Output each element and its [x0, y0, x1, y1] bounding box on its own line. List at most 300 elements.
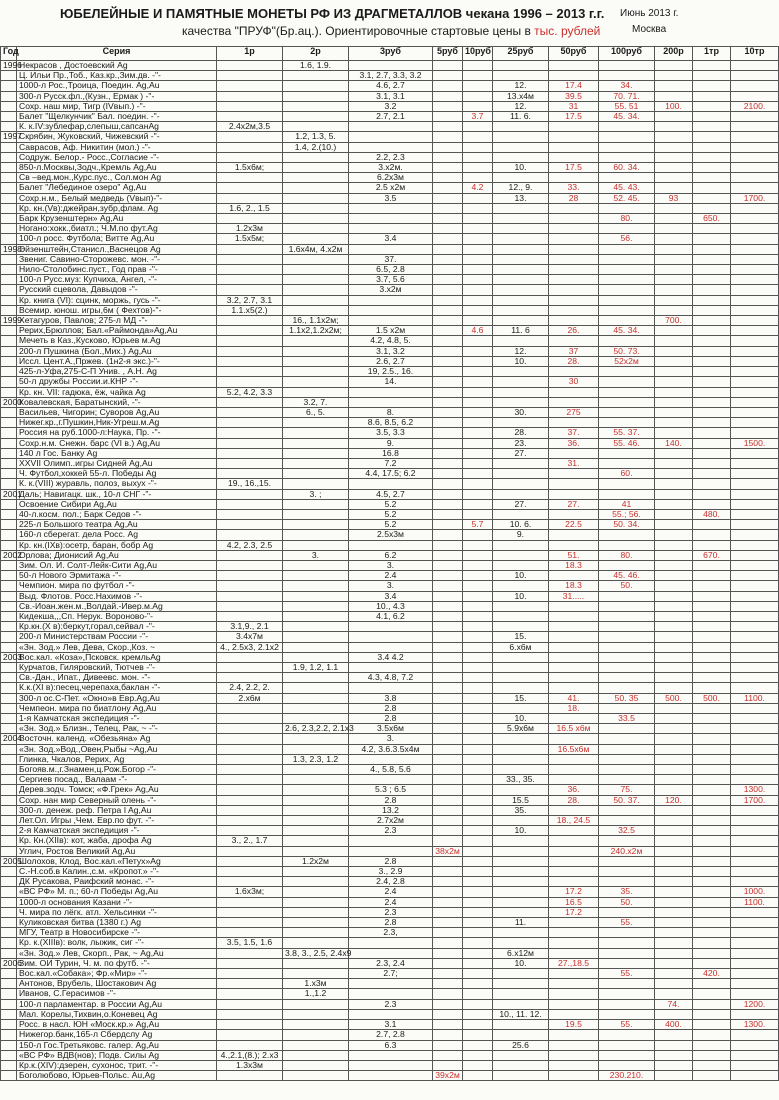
price-10rub [463, 765, 493, 775]
price-1tr [693, 377, 731, 387]
year-cell [1, 254, 17, 264]
price-100rub [599, 132, 655, 142]
price-10rub [463, 163, 493, 173]
price-1tr: 650. [693, 214, 731, 224]
year-cell [1, 683, 17, 693]
price-10rub [463, 356, 493, 366]
price-200r [655, 509, 693, 519]
price-50rub: 31. [549, 458, 599, 468]
price-1r [217, 509, 283, 519]
price-1r: 1.3х3м [217, 1060, 283, 1070]
price-1r [217, 1009, 283, 1019]
price-1tr [693, 367, 731, 377]
price-2r [283, 775, 349, 785]
price-2r [283, 734, 349, 744]
price-50rub [549, 203, 599, 213]
price-10tr [731, 1050, 779, 1060]
year-cell [1, 540, 17, 550]
series-cell: Освоение Сибири Ag,Au [17, 499, 217, 509]
price-50rub: 28 [549, 193, 599, 203]
price-3rub [349, 1050, 433, 1060]
price-10tr [731, 1009, 779, 1019]
price-10rub [463, 683, 493, 693]
price-1r [217, 867, 283, 877]
table-row [1, 540, 779, 550]
price-2r: 3.8, 3., 2.5, 2.4х9 [283, 948, 349, 958]
table-row [1, 356, 779, 366]
table-row [1, 969, 779, 979]
price-200r [655, 285, 693, 295]
series-cell: Богояв.м.,г.Знамен,ц.Рож.Богор -"- [17, 765, 217, 775]
price-25rub: 27. [493, 448, 549, 458]
year-cell [1, 469, 17, 479]
series-cell: «ВС РФ» М. п.; 60-л Победы Ag,Au [17, 887, 217, 897]
price-200r [655, 836, 693, 846]
price-5rub [433, 601, 463, 611]
year-cell [1, 1050, 17, 1060]
price-10rub [463, 601, 493, 611]
price-100rub [599, 489, 655, 499]
series-cell: Ч. Футбол,хоккей 55-л. Победы Ag [17, 469, 217, 479]
price-100rub [599, 142, 655, 152]
price-1tr [693, 1020, 731, 1030]
price-10tr [731, 520, 779, 530]
table-row [1, 836, 779, 846]
price-10rub [463, 744, 493, 754]
price-2r [283, 673, 349, 683]
price-25rub: 28. [493, 428, 549, 438]
price-200r [655, 846, 693, 856]
year-cell [1, 714, 17, 724]
price-200r [655, 346, 693, 356]
table-row [1, 775, 779, 785]
price-10rub [463, 754, 493, 764]
price-25rub: 13. [493, 193, 549, 203]
series-cell: «Зн. Зод.» Близн., Телец, Рак, ~ -"- [17, 724, 217, 734]
price-1tr [693, 816, 731, 826]
year-cell [1, 326, 17, 336]
price-200r [655, 571, 693, 581]
table-row [1, 979, 779, 989]
price-200r [655, 254, 693, 264]
price-50rub [549, 846, 599, 856]
series-cell: «ВС РФ» ВДВ(нов); Подв. Силы Ag [17, 1050, 217, 1060]
table-row [1, 1030, 779, 1040]
year-cell [1, 458, 17, 468]
year-cell [1, 897, 17, 907]
price-50rub: 18.3 [549, 560, 599, 570]
table-row [1, 305, 779, 315]
price-1r [217, 550, 283, 560]
price-1r [217, 918, 283, 928]
series-cell: Сохр.н.м. Снежн. барс (VI в.) Ag,Au [17, 438, 217, 448]
price-200r: 74. [655, 999, 693, 1009]
table-row [1, 489, 779, 499]
price-2r [283, 622, 349, 632]
price-50rub [549, 479, 599, 489]
price-200r [655, 1009, 693, 1019]
table-row [1, 907, 779, 917]
price-25rub: 23. [493, 438, 549, 448]
price-1r [217, 856, 283, 866]
price-3rub [349, 142, 433, 152]
price-200r [655, 754, 693, 764]
price-5rub [433, 214, 463, 224]
price-5rub [433, 254, 463, 264]
price-100rub: 45. 43. [599, 183, 655, 193]
table-row [1, 142, 779, 152]
series-cell: Куликовская битва (1380 г.) Ag [17, 918, 217, 928]
price-1tr [693, 622, 731, 632]
price-1r [217, 316, 283, 326]
price-2r [283, 826, 349, 836]
price-25rub: 12., 9. [493, 183, 549, 193]
subtitle-unit: тыс. рублей [534, 24, 601, 38]
price-1tr [693, 520, 731, 530]
price-5rub [433, 520, 463, 530]
price-10rub [463, 571, 493, 581]
price-5rub [433, 1020, 463, 1030]
price-5rub [433, 418, 463, 428]
price-200r [655, 826, 693, 836]
price-25rub [493, 469, 549, 479]
price-10rub [463, 887, 493, 897]
price-5rub [433, 887, 463, 897]
price-1r: 1.1.х5(2.) [217, 305, 283, 315]
price-1r [217, 61, 283, 71]
price-2r: 1.1х2,1.2х2м; [283, 326, 349, 336]
table-row [1, 132, 779, 142]
price-25rub [493, 601, 549, 611]
price-100rub: 60. [599, 469, 655, 479]
price-5rub [433, 71, 463, 81]
price-3rub [349, 836, 433, 846]
price-25rub: 6.х12м [493, 948, 549, 958]
price-50rub: 275 [549, 407, 599, 417]
price-200r [655, 816, 693, 826]
price-10rub [463, 979, 493, 989]
price-25rub: 15. [493, 693, 549, 703]
price-5rub [433, 509, 463, 519]
price-3rub: 9. [349, 438, 433, 448]
price-10tr [731, 703, 779, 713]
price-100rub [599, 418, 655, 428]
price-25rub [493, 122, 549, 132]
price-3rub: 37. [349, 254, 433, 264]
price-25rub [493, 734, 549, 744]
price-5rub [433, 244, 463, 254]
price-1tr [693, 867, 731, 877]
series-cell: Нижегор.банк,165-л Сбердслу Ag [17, 1030, 217, 1040]
price-2r [283, 897, 349, 907]
price-10rub [463, 152, 493, 162]
price-50rub: 26. [549, 326, 599, 336]
price-50rub [549, 1030, 599, 1040]
series-cell: Барк Крузенштерн» Ag,Au [17, 214, 217, 224]
price-200r [655, 244, 693, 254]
price-100rub [599, 295, 655, 305]
price-3rub: 3.4 4.2 [349, 652, 433, 662]
price-50rub: 18., 24.5 [549, 816, 599, 826]
price-25rub: 10. [493, 714, 549, 724]
price-3rub: 10., 4.3 [349, 601, 433, 611]
price-50rub: 28. [549, 795, 599, 805]
price-25rub [493, 938, 549, 948]
price-5rub [433, 979, 463, 989]
table-row [1, 724, 779, 734]
price-1r [217, 469, 283, 479]
price-2r [283, 214, 349, 224]
table-row [1, 397, 779, 407]
series-cell: 100-л Русс.муз: Купчиха, Ангел, -"- [17, 275, 217, 285]
price-2r [283, 744, 349, 754]
price-50rub [549, 856, 599, 866]
price-100rub [599, 907, 655, 917]
table-row [1, 285, 779, 295]
price-3rub: 1.5 х2м [349, 326, 433, 336]
price-5rub [433, 1050, 463, 1060]
price-1tr [693, 1009, 731, 1019]
price-1tr [693, 224, 731, 234]
year-cell: 1996 [1, 61, 17, 71]
year-cell: 2004 [1, 734, 17, 744]
price-100rub [599, 816, 655, 826]
price-200r [655, 958, 693, 968]
price-50rub [549, 530, 599, 540]
price-200r [655, 183, 693, 193]
price-25rub: 10. [493, 826, 549, 836]
price-1tr [693, 326, 731, 336]
price-3rub: 2.8 [349, 795, 433, 805]
series-cell: Курчатов, Гиляровский, Тютчев -"- [17, 662, 217, 672]
price-100rub [599, 805, 655, 815]
price-100rub: 52х2м [599, 356, 655, 366]
price-1r [217, 489, 283, 499]
price-10rub [463, 265, 493, 275]
table-row [1, 550, 779, 560]
price-50rub: 17.2 [549, 887, 599, 897]
table-row [1, 91, 779, 101]
price-1r: 1.5х6м; [217, 163, 283, 173]
price-25rub [493, 1030, 549, 1040]
price-10tr [731, 397, 779, 407]
price-25rub: 12. [493, 81, 549, 91]
year-cell [1, 785, 17, 795]
price-100rub: 41 [599, 499, 655, 509]
year-cell [1, 193, 17, 203]
price-5rub [433, 193, 463, 203]
price-1r [217, 193, 283, 203]
price-10rub [463, 285, 493, 295]
price-5rub [433, 652, 463, 662]
price-1r [217, 795, 283, 805]
price-1r [217, 877, 283, 887]
price-10tr [731, 316, 779, 326]
price-100rub [599, 448, 655, 458]
price-200r [655, 744, 693, 754]
price-3rub [349, 479, 433, 489]
price-5rub [433, 489, 463, 499]
price-200r [655, 305, 693, 315]
price-1r [217, 765, 283, 775]
price-200r [655, 336, 693, 346]
price-10rub [463, 795, 493, 805]
table-row [1, 795, 779, 805]
price-2r [283, 693, 349, 703]
price-10rub [463, 918, 493, 928]
price-3rub: 2.6, 2.7 [349, 356, 433, 366]
price-table [0, 46, 779, 1081]
price-25rub [493, 673, 549, 683]
price-10tr [731, 142, 779, 152]
price-5rub [433, 428, 463, 438]
price-2r [283, 560, 349, 570]
price-50rub [549, 122, 599, 132]
price-50rub [549, 71, 599, 81]
price-100rub [599, 673, 655, 683]
price-25rub [493, 244, 549, 254]
price-10tr [731, 877, 779, 887]
price-2r [283, 703, 349, 713]
price-200r [655, 714, 693, 724]
price-5rub [433, 61, 463, 71]
series-cell: Васильев, Чигорин; Суворов Ag,Au [17, 407, 217, 417]
series-cell: Рерих,Брюллов; Бал.«Раймонда»Ag,Au [17, 326, 217, 336]
price-25rub: 10. [493, 571, 549, 581]
price-1tr [693, 234, 731, 244]
price-1tr [693, 785, 731, 795]
price-50rub [549, 867, 599, 877]
series-cell: Балет "Щелкунчик" Бал. поедин. -"- [17, 112, 217, 122]
series-cell: Кр. к.(XIIIв): волк, лыжик, сиг -"- [17, 938, 217, 948]
price-25rub [493, 265, 549, 275]
table-row [1, 989, 779, 999]
price-2r [283, 836, 349, 846]
year-cell [1, 163, 17, 173]
price-2r [283, 1071, 349, 1081]
price-10tr [731, 183, 779, 193]
price-200r [655, 479, 693, 489]
price-100rub: 34. [599, 81, 655, 91]
table-row [1, 877, 779, 887]
series-cell: Мечеть в Каз.,Кусково, Юрьев м.Ag [17, 336, 217, 346]
price-200r [655, 397, 693, 407]
price-5rub [433, 785, 463, 795]
col-header-10tr: 10тр [731, 47, 779, 61]
series-cell: 200-л Пушкина (Бол.,Мих.) Ag,Au [17, 346, 217, 356]
price-100rub: 70. 71. [599, 91, 655, 101]
price-200r [655, 132, 693, 142]
price-25rub [493, 581, 549, 591]
price-100rub [599, 1030, 655, 1040]
price-10rub [463, 856, 493, 866]
price-200r [655, 785, 693, 795]
price-100rub [599, 1009, 655, 1019]
price-25rub [493, 367, 549, 377]
price-2r [283, 112, 349, 122]
price-25rub [493, 203, 549, 213]
year-cell: 1997 [1, 132, 17, 142]
price-1r [217, 662, 283, 672]
price-200r [655, 805, 693, 815]
price-1r [217, 173, 283, 183]
price-25rub [493, 907, 549, 917]
price-200r [655, 867, 693, 877]
series-cell: 1000-л Рос.,Троица, Поедин. Ag,Au [17, 81, 217, 91]
price-1r [217, 438, 283, 448]
price-1r: 2.х6м [217, 693, 283, 703]
year-cell [1, 285, 17, 295]
price-10tr [731, 958, 779, 968]
series-cell: Скрябин, Жуковский, Чижевский -"- [17, 132, 217, 142]
table-row [1, 1071, 779, 1081]
price-1tr [693, 71, 731, 81]
year-cell [1, 479, 17, 489]
price-50rub [549, 805, 599, 815]
price-2r [283, 1060, 349, 1070]
price-100rub [599, 958, 655, 968]
price-200r [655, 560, 693, 570]
year-cell: 2001 [1, 489, 17, 499]
price-200r [655, 122, 693, 132]
price-3rub: 3.7, 5.6 [349, 275, 433, 285]
series-cell: 40-л.косм. пол.; Барк Седов -"- [17, 509, 217, 519]
price-1r [217, 652, 283, 662]
price-10rub [463, 560, 493, 570]
price-25rub: 15. [493, 632, 549, 642]
price-100rub: 50. 73. [599, 346, 655, 356]
series-cell: 2-я Камчатская экспедиция -"- [17, 826, 217, 836]
year-cell: 2006 [1, 958, 17, 968]
price-10rub [463, 938, 493, 948]
price-50rub: 30 [549, 377, 599, 387]
price-1tr [693, 183, 731, 193]
price-5rub [433, 458, 463, 468]
price-2r [283, 601, 349, 611]
price-2r [283, 418, 349, 428]
price-1r [217, 326, 283, 336]
series-cell: 300-л ос.С-Пет. «Окно»в Евр.Ag,Au [17, 693, 217, 703]
series-cell: Боголюбово, Юрьев-Польс. Au,Ag [17, 1071, 217, 1081]
price-5rub [433, 1009, 463, 1019]
year-cell [1, 377, 17, 387]
year-cell [1, 336, 17, 346]
year-cell [1, 989, 17, 999]
price-3rub: 2.7; [349, 969, 433, 979]
price-10rub [463, 316, 493, 326]
year-cell [1, 305, 17, 315]
price-10rub [463, 591, 493, 601]
col-header-5rub: 5руб [433, 47, 463, 61]
price-10tr: 1700. [731, 193, 779, 203]
table-row [1, 407, 779, 417]
year-cell [1, 887, 17, 897]
table-row [1, 428, 779, 438]
price-3rub: 3.х2м. [349, 163, 433, 173]
price-5rub [433, 1060, 463, 1070]
price-10tr [731, 1071, 779, 1081]
price-25rub [493, 418, 549, 428]
price-2r [283, 540, 349, 550]
price-1tr [693, 316, 731, 326]
table-row [1, 61, 779, 71]
price-10rub [463, 295, 493, 305]
price-1r [217, 560, 283, 570]
price-200r [655, 458, 693, 468]
price-200r [655, 142, 693, 152]
price-3rub [349, 305, 433, 315]
price-3rub: 2.8 [349, 918, 433, 928]
